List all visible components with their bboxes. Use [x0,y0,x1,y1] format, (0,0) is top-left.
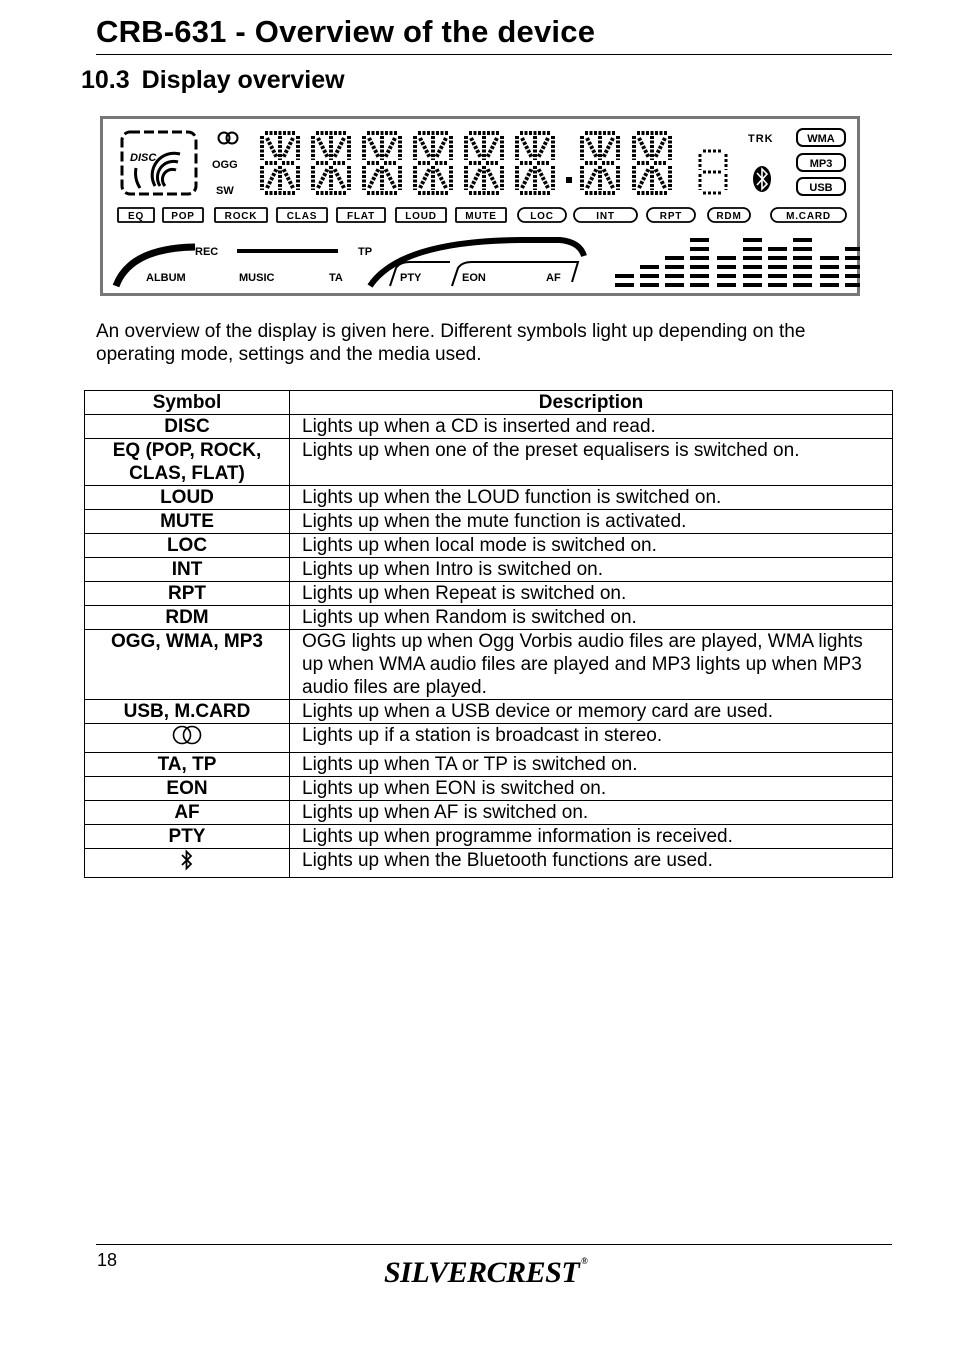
symbol-cell [85,582,290,606]
description-cell: Lights up when Repeat is switched on. [290,582,893,606]
symbol-label: EON [166,778,208,799]
table-row [85,724,893,753]
usb-tag: USB [809,182,833,194]
eq-bar-segment [717,283,736,287]
eq-bar-segment [743,274,762,278]
symbol-cell [85,753,290,777]
eq-bar-segment [845,247,860,251]
eq-bar-segment [845,274,860,278]
eq-bar-segment [793,247,812,251]
description-cell: Lights up when Intro is switched on. [290,558,893,582]
eq-bar-segment [717,265,736,269]
eq-bar-segment [717,256,736,260]
header-divider [96,54,892,55]
symbol-label: RPT [168,583,206,604]
eq-bar-segment [743,247,762,251]
eq-bar-segment [743,238,762,242]
description-cell: Lights up when programme information is received. [290,825,893,849]
eq-bar-segment [640,265,659,269]
symbol-label: DISC [164,416,210,437]
symbol-cell [85,486,290,510]
eq-bar-segment [690,265,709,269]
description-cell: Lights up when EON is switched on. [290,777,893,801]
registered-mark: ® [581,1256,588,1266]
eq-bar-segment [640,283,659,287]
eq-bar-segment [845,256,860,260]
column-header-symbol: Symbol [85,391,290,415]
table-body [85,415,893,878]
symbol-label: OGG, WMA, MP3 [111,631,263,652]
stereo-icon [169,724,205,752]
eq-bar-segment [640,274,659,278]
section-heading [81,66,345,95]
lcd-label-eq: EQ [127,211,145,222]
eq-bar-segment [820,274,839,278]
symbol-label: LOC [166,535,208,556]
eq-bar-segment [743,265,762,269]
ta-indicator: TA [329,272,343,284]
description-cell: Lights up when TA or TP is switched on. [290,753,893,777]
symbol-label: AF [174,802,200,823]
table-row [85,439,893,486]
lcd-label-loud: LOUD [405,211,437,222]
eq-bar-segment [820,283,839,287]
table-row [85,415,893,439]
mp3-tag: MP3 [809,158,833,170]
music-indicator: MUSIC [239,272,275,284]
description-cell: Lights up when Random is switched on. [290,606,893,630]
eq-bar-segment [665,283,684,287]
table-row [85,486,893,510]
description-cell: Lights up when the Bluetooth functions are used. [290,849,893,878]
description-cell: Lights up when one of the preset equalisers is switched on. [290,439,893,486]
trk-indicator: TRK [748,133,774,145]
eq-bar-segment [615,283,634,287]
eq-bar-segment [820,265,839,269]
lcd-label-m-card: M.CARD [786,211,831,222]
section-number: 10.3 [81,66,130,94]
description-cell: Lights up if a station is broadcast in stereo. [290,724,893,753]
eq-bar-segment [768,274,787,278]
table-row [85,534,893,558]
eq-bar-segment [743,283,762,287]
description-cell: Lights up when local mode is switched on. [290,534,893,558]
symbol-cell [85,777,290,801]
symbol-cell [85,825,290,849]
eq-bar-segment [665,274,684,278]
symbol-cell [85,630,290,700]
lcd-label-loc: LOC [530,211,554,222]
section-title: Display overview [141,66,345,94]
eq-bar-segment [768,265,787,269]
brand-wordmark: SILVERCREST [384,1256,580,1289]
eon-indicator: EON [462,272,486,284]
ogg-indicator: OGG [212,159,238,171]
af-indicator: AF [546,272,561,284]
description-cell: OGG lights up when Ogg Vorbis audio files are played, WMA lights up when WMA audio files are played and MP3 lights up when MP3 audio files are played. [290,630,893,700]
lcd-label-rdm: RDM [716,211,742,222]
table-row [85,582,893,606]
eq-bar-segment [793,265,812,269]
eq-bar-segment [743,256,762,260]
lcd-label-pop: POP [171,211,195,222]
symbol-label: USB, M.CARD [123,701,251,722]
eq-bar-segment [615,274,634,278]
page-number: 18 [97,1250,118,1270]
bluetooth-indicator-icon [753,166,771,192]
lcd-function-row [118,208,846,222]
symbol-cell [85,534,290,558]
tp-indicator: TP [358,246,373,258]
lcd-display-illustration [100,116,860,296]
table-header-row [85,391,893,415]
table-row [85,558,893,582]
table-row [85,801,893,825]
disc-label: DISC [130,152,157,164]
table-row [85,849,893,878]
description-cell: Lights up when the LOUD function is switched on. [290,486,893,510]
eq-bar-segment [690,238,709,242]
eq-bar-segment [845,265,860,269]
symbol-label: LOUD [160,487,214,508]
column-header-description: Description [290,391,893,415]
symbol-label: INT [171,559,203,580]
eq-bar-segment [793,256,812,260]
symbol-cell [85,724,290,753]
lcd-label-int: INT [596,211,615,222]
lcd-label-mute: MUTE [465,211,497,222]
table-row [85,510,893,534]
description-cell: Lights up when a CD is inserted and read. [290,415,893,439]
description-cell: Lights up when AF is switched on. [290,801,893,825]
eq-bar-segment [690,274,709,278]
eq-bar-segment [665,256,684,260]
symbol-cell [85,700,290,724]
lcd-label-rock: ROCK [224,211,258,222]
eq-bar-segment [768,247,787,251]
eq-bar-segment [690,256,709,260]
symbol-table [84,390,893,878]
eq-bar-segment [690,247,709,251]
symbol-cell [85,801,290,825]
eq-bar-segment [768,256,787,260]
symbol-label: MUTE [160,511,214,532]
sw-indicator: SW [216,185,234,197]
symbol-label: PTY [168,826,206,847]
symbol-cell [85,606,290,630]
rec-indicator: REC [195,246,219,258]
eq-bar-segment [793,238,812,242]
eq-bar-segment [690,283,709,287]
symbol-cell [85,439,290,486]
pty-indicator: PTY [400,272,422,284]
symbol-cell [85,558,290,582]
lcd-label-rpt: RPT [659,211,683,222]
silvercrest-logo [384,1256,587,1290]
table-row [85,753,893,777]
footer-divider [96,1244,892,1245]
table-row [85,606,893,630]
wma-tag: WMA [807,133,835,145]
symbol-label: TA, TP [157,754,217,775]
table-row [85,825,893,849]
table-row [85,700,893,724]
eq-bar-segment [820,256,839,260]
description-cell: Lights up when the mute function is activated. [290,510,893,534]
lcd-label-clas: CLAS [286,211,318,222]
symbol-label: EQ (POP, ROCK, CLAS, FLAT) [112,440,262,484]
intro-paragraph: An overview of the display is given here. Different symbols light up depending on the operating mode, settings and the media used. [96,321,806,365]
eq-bar-segment [768,283,787,287]
table-row [85,630,893,700]
decimal-point [566,177,572,183]
description-cell: Lights up when a USB device or memory card are used. [290,700,893,724]
eq-bar-segment [793,283,812,287]
symbol-cell [85,849,290,878]
eq-bar-segment [793,274,812,278]
symbol-cell [85,510,290,534]
eq-bar-segment [717,274,736,278]
lcd-label-flat: FLAT [346,211,376,222]
symbol-cell [85,415,290,439]
table-row [85,777,893,801]
bluetooth-icon [179,849,195,877]
eq-bar-segment [845,283,860,287]
album-indicator: ALBUM [146,272,186,284]
eq-bar-segment [665,265,684,269]
page-header-title: CRB-631 - Overview of the device [96,14,596,49]
symbol-label: RDM [165,607,209,628]
